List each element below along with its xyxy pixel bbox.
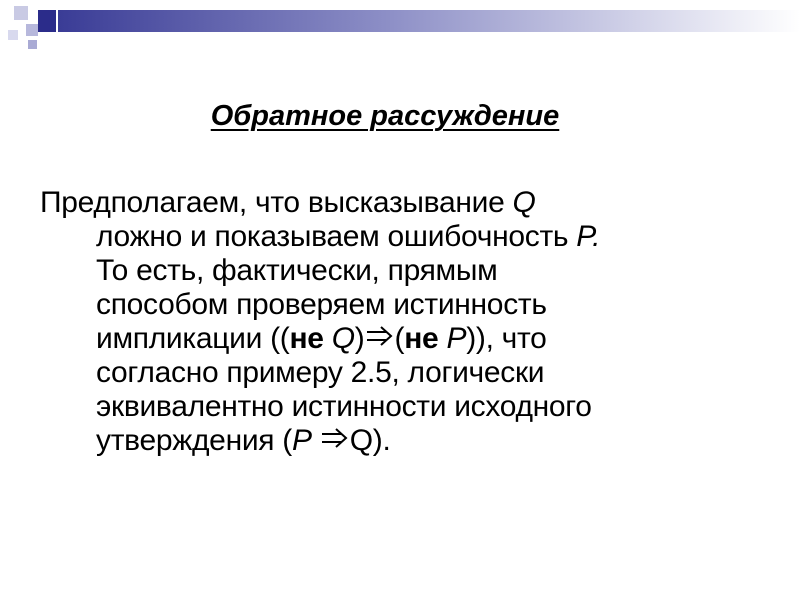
body-line [40, 424, 760, 458]
body-text-fragment: ( [394, 322, 405, 355]
variable-text: Q [512, 186, 536, 219]
bold-text: не [289, 322, 324, 355]
body-text-fragment: То есть, фактически, прямым [96, 254, 498, 287]
body-text-fragment: эквивалентно истинности исходного [96, 390, 592, 423]
body-text-fragment [312, 424, 320, 457]
header-gradient-bar [58, 10, 800, 32]
variable-text: P. [576, 220, 601, 253]
variable-text: P [291, 424, 312, 457]
header-square-mid [26, 24, 38, 36]
bold-text: не [404, 322, 439, 355]
body-text-fragment: ) [354, 322, 365, 355]
slide-body [40, 186, 760, 458]
body-line [40, 186, 760, 220]
body-line [40, 288, 760, 322]
body-line [40, 390, 760, 424]
body-text-fragment: ложно и показываем ошибочность [96, 220, 577, 253]
header-square-tiny [28, 40, 37, 49]
body-text-fragment: Q [349, 424, 373, 457]
body-line [40, 254, 760, 288]
variable-text: P [446, 322, 467, 355]
implication-arrow-icon [365, 324, 395, 348]
implication-arrow-icon [320, 426, 350, 450]
header-square-light [14, 6, 28, 20]
body-text-fragment: согласно примеру 2.5, логически [96, 356, 545, 389]
body-line [40, 220, 760, 254]
body-text-fragment: ). [372, 424, 391, 457]
header-decoration [0, 0, 800, 60]
body-text-fragment: Предполагаем, что высказывание [40, 186, 513, 219]
body-text-fragment: утверждения ( [96, 424, 292, 457]
body-text-fragment: )), что [466, 322, 547, 355]
body-text-fragment: способом проверяем истинность [96, 288, 547, 321]
header-square-small [8, 30, 18, 40]
header-decoration-graphic [0, 0, 800, 60]
body-line [40, 356, 760, 390]
variable-text: Q [331, 322, 355, 355]
body-text-fragment: импликации (( [96, 322, 290, 355]
body-line [40, 322, 760, 356]
slide-title: Обратное рассуждение [210, 100, 560, 132]
header-square-dark [38, 10, 56, 32]
body-text-fragment [324, 322, 332, 355]
